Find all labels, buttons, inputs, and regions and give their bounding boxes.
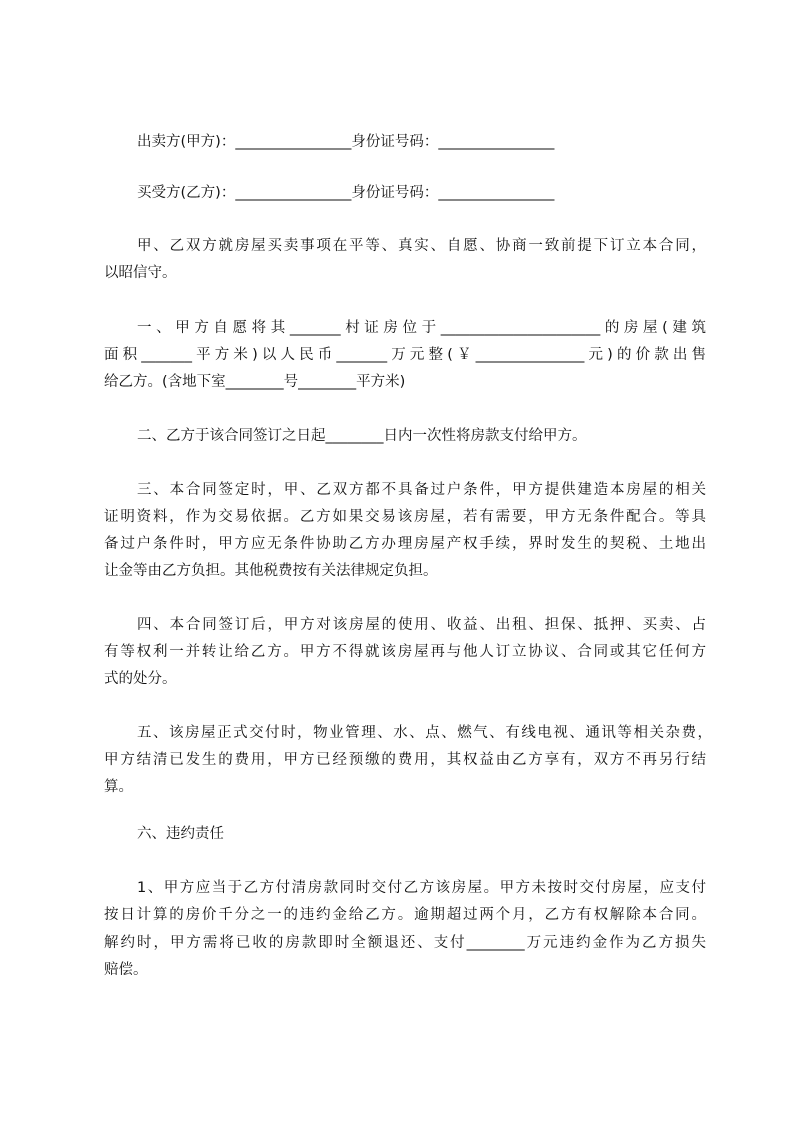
seller-line: 出卖方(甲方)：________________身份证号码：________________: [137, 134, 555, 150]
text-line: 1、甲方应当于乙方付清房款同时交付乙方该房屋。甲方未按时交付房屋，应支付: [137, 880, 706, 896]
text-line: 有等权利一并转让给乙方。甲方不得就该房屋再与他人订立协议、合同或其它任何方: [104, 644, 706, 660]
text-line: 以昭信守。: [104, 265, 177, 281]
text-line: 按日计算的房价千分之一的违约金给乙方。逾期超过两个月，乙方有权解除本合同。: [104, 907, 706, 923]
text-line: 算。: [104, 779, 133, 795]
text-line: 给乙方。(含地下室________号________平方米): [104, 374, 406, 390]
text-line: 式的处分。: [104, 671, 177, 687]
text-line: 三、本合同签定时，甲、乙双方都不具备过户条件，甲方提供建造本房屋的相关: [137, 482, 706, 498]
text-line: 五、该房屋正式交付时，物业管理、水、点、燃气、有线电视、通讯等相关杂费，: [137, 725, 712, 741]
text-line: 让金等由乙方负担。其他税费按有关法律规定负担。: [104, 563, 438, 579]
text-line: 备过户条件时，甲方应无条件协助乙方办理房屋产权手续，界时发生的契税、土地出: [104, 536, 706, 552]
text-line: 甲、乙双方就房屋买卖事项在平等、真实、自愿、协商一致前提下订立本合同，: [137, 238, 706, 254]
text-line: 甲方结清已发生的费用，甲方已经预缴的费用，其权益由乙方享有，双方不再另行结: [104, 752, 706, 768]
text-line: 证明资料，作为交易依据。乙方如果交易该房屋，若有需要，甲方无条件配合。等具: [104, 509, 706, 525]
buyer-line: 买受方(乙方)：________________身份证号码：________________: [137, 185, 555, 201]
text-line: 四、本合同签订后，甲方对该房屋的使用、收益、出租、担保、抵押、买卖、占: [137, 617, 706, 633]
text-line: 赔偿。: [104, 962, 148, 978]
text-line: 一、甲方自愿将其_______村证房位于______________________的房屋(建筑: [137, 320, 706, 336]
text-line: 面积_______平方米)以人民币_______万元整(￥_______________元)的价款出售: [104, 347, 706, 363]
clause-6-title: 六、违约责任: [137, 826, 224, 842]
text-line: 二、乙方于该合同签订之日起________日内一次性将房款支付给甲方。: [137, 428, 587, 444]
text-line: 解约时，甲方需将已收的房款即时全额退还、支付________万元违约金作为乙方损失: [104, 935, 706, 951]
